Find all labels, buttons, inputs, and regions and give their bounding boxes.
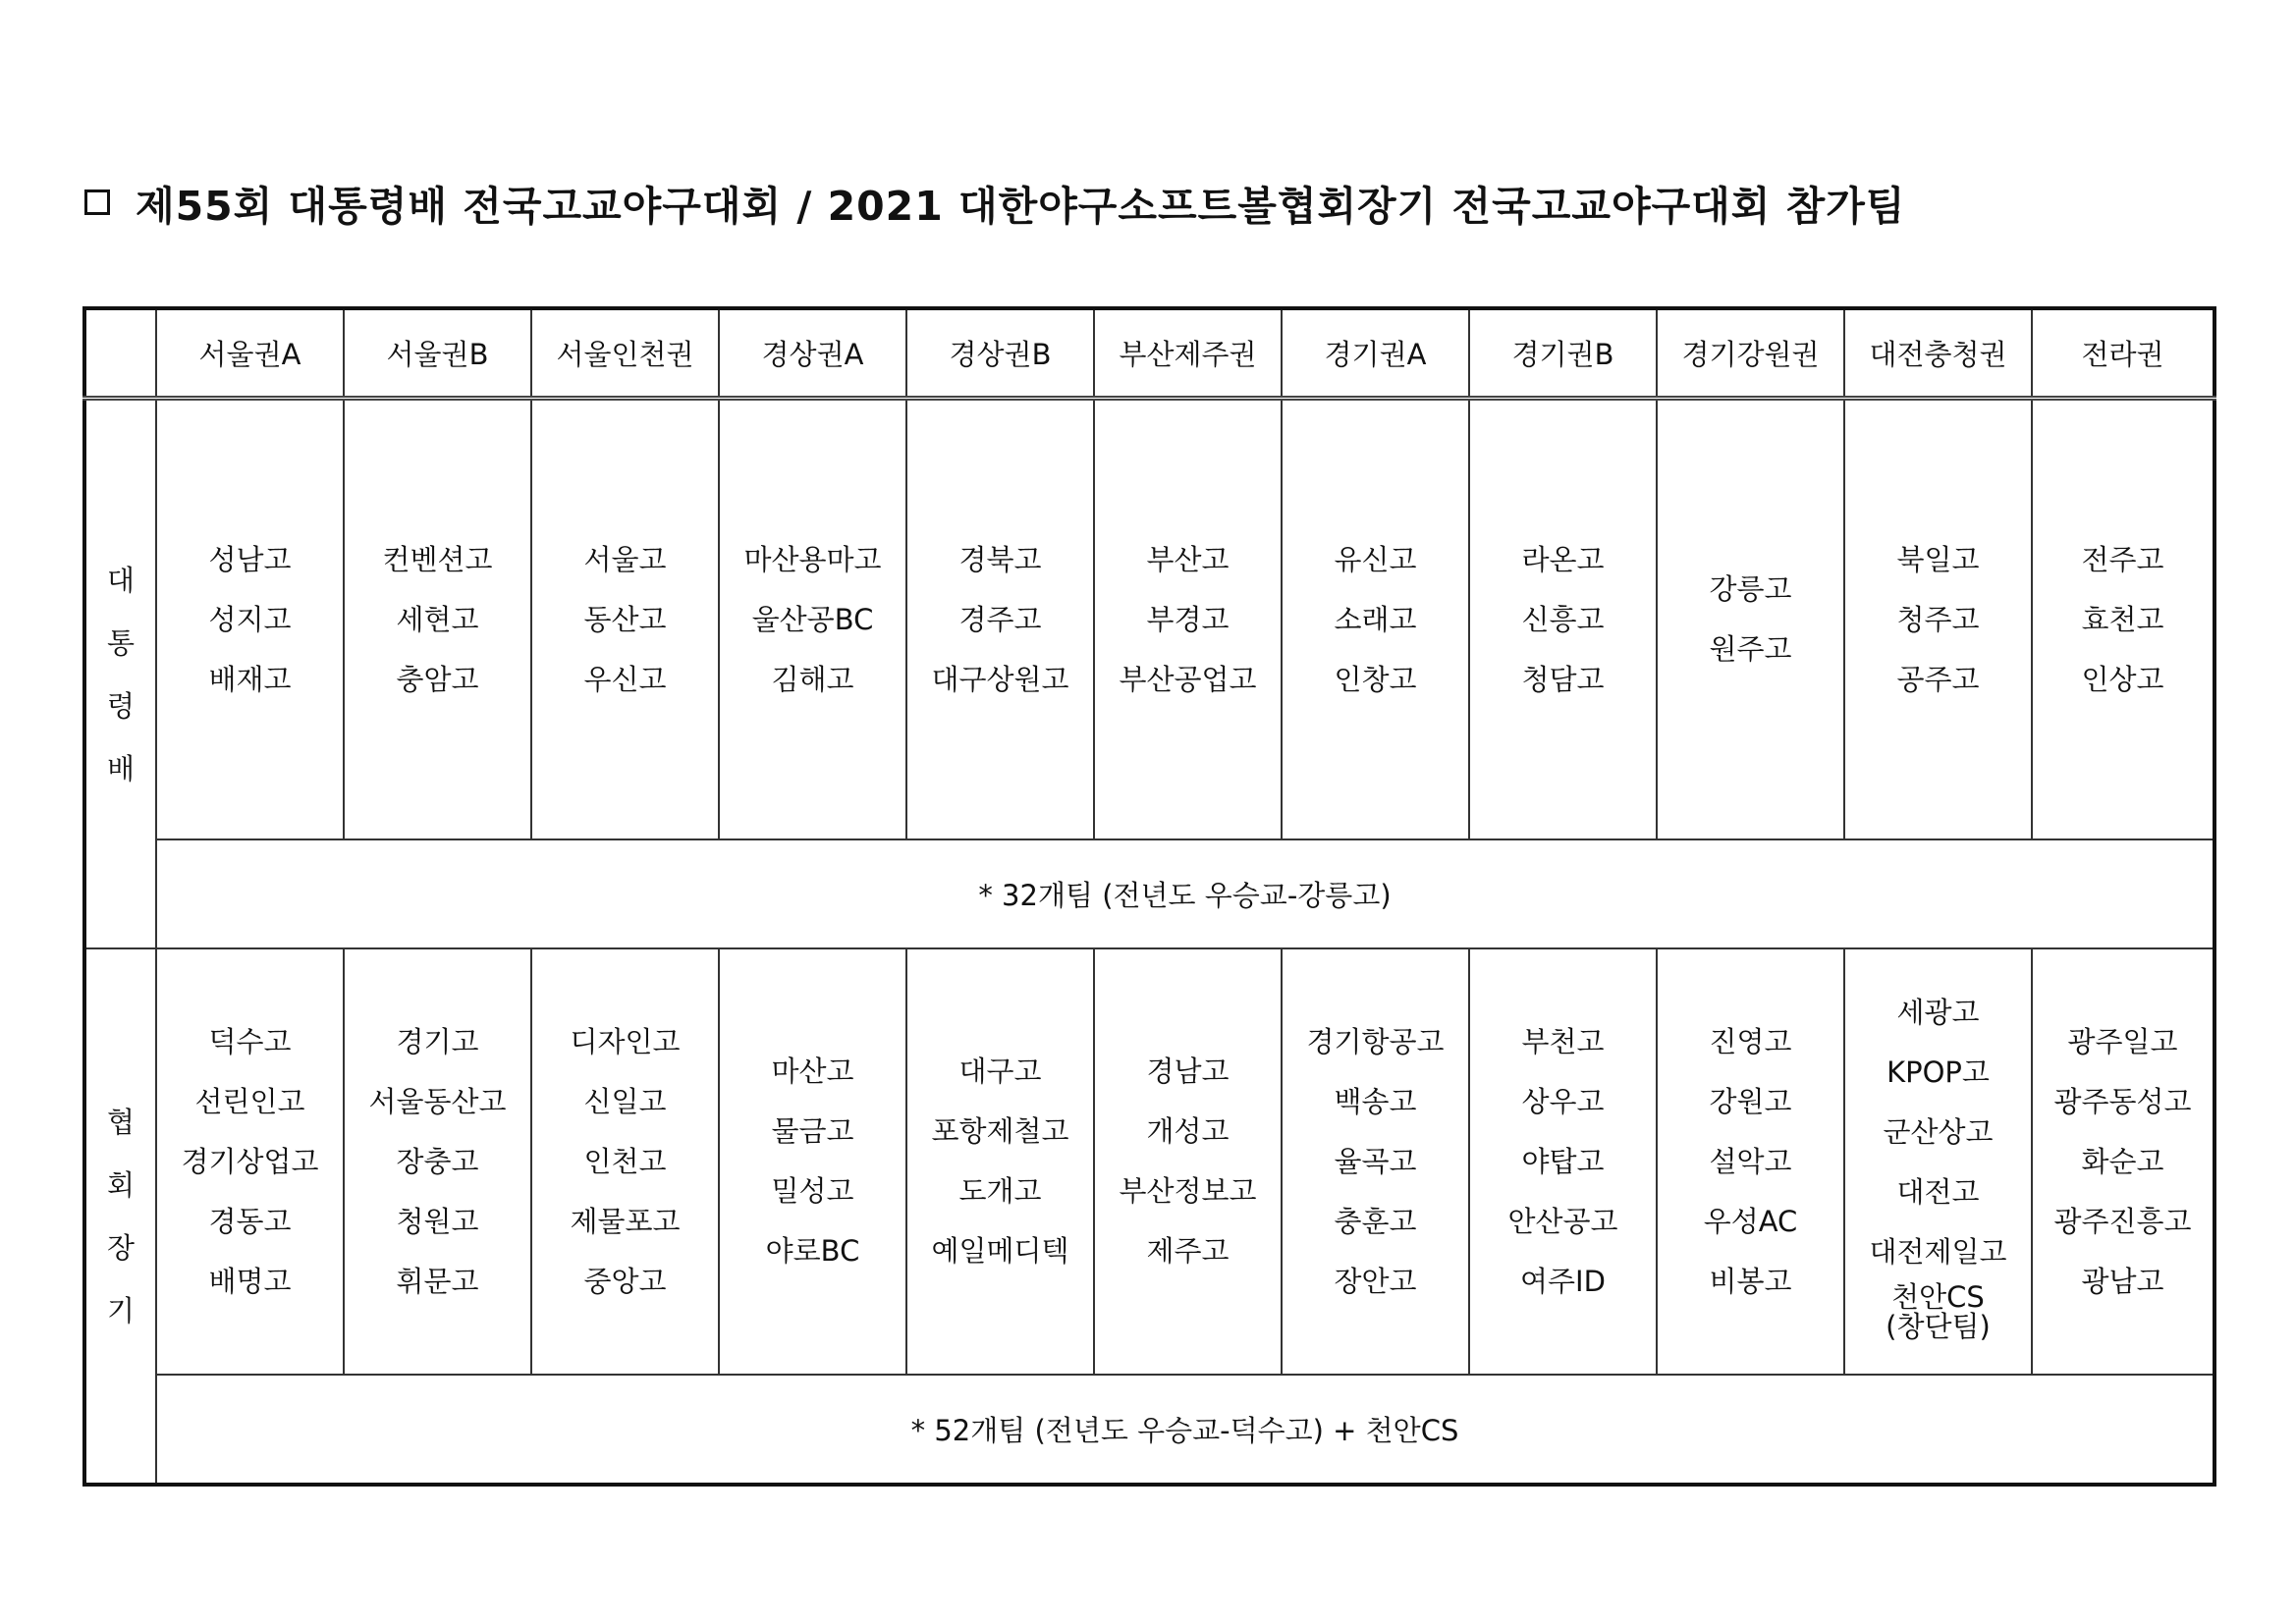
team-name: 인창고 xyxy=(1334,662,1417,696)
team-name: 안산공고 xyxy=(1507,1204,1618,1238)
team-name: 상우고 xyxy=(1521,1084,1605,1118)
team-name: 장안고 xyxy=(1334,1264,1417,1298)
team-name: 컨벤션고 xyxy=(382,542,493,576)
team-name: 김해고 xyxy=(771,662,854,696)
team-name: 율곡고 xyxy=(1334,1144,1417,1178)
team-name: 경기항공고 xyxy=(1306,1024,1445,1058)
region-header: 전라권 xyxy=(2032,308,2214,399)
team-name: 동산고 xyxy=(583,602,667,636)
team-name: 전주고 xyxy=(2081,542,2164,576)
team-name: 진영고 xyxy=(1709,1024,1792,1058)
team-name: 배명고 xyxy=(208,1264,292,1298)
team-name: 경기상업고 xyxy=(181,1144,319,1178)
team-cell xyxy=(531,399,719,840)
team-name: 배재고 xyxy=(208,662,292,696)
presidential-teams-row xyxy=(84,399,2214,840)
team-name: 도개고 xyxy=(958,1174,1042,1208)
region-header: 서울인천권 xyxy=(531,308,719,399)
corner-cell xyxy=(84,308,156,399)
team-name: 효천고 xyxy=(2081,602,2164,636)
team-name: 유신고 xyxy=(1334,542,1417,576)
region-header: 경기권A xyxy=(1282,308,1469,399)
team-name: 충훈고 xyxy=(1334,1204,1417,1238)
team-cell xyxy=(1844,399,2032,840)
region-header: 부산제주권 xyxy=(1094,308,1282,399)
team-name: 청원고 xyxy=(396,1204,479,1238)
team-name: 휘문고 xyxy=(396,1264,479,1298)
team-name: 설악고 xyxy=(1709,1144,1792,1178)
team-name: 포항제철고 xyxy=(931,1114,1069,1148)
team-name: 세현고 xyxy=(396,602,479,636)
team-name: 라온고 xyxy=(1521,542,1605,576)
team-name: 덕수고 xyxy=(208,1024,292,1058)
team-name: 서울고 xyxy=(583,542,667,576)
team-cell xyxy=(531,948,719,1375)
team-cell xyxy=(1844,948,2032,1375)
team-cell xyxy=(2032,948,2214,1375)
team-name: 야로BC xyxy=(765,1234,860,1268)
team-cell xyxy=(344,399,531,840)
team-name: 충암고 xyxy=(396,662,479,696)
region-header: 경기강원권 xyxy=(1657,308,1844,399)
team-name: 밀성고 xyxy=(771,1174,854,1208)
team-name: 경남고 xyxy=(1146,1055,1230,1088)
team-name: 광주동성고 xyxy=(2053,1084,2192,1118)
team-name: 장충고 xyxy=(396,1144,479,1178)
team-name: 성지고 xyxy=(208,602,292,636)
team-name: 디자인고 xyxy=(570,1024,681,1058)
team-name: 부산정보고 xyxy=(1119,1174,1257,1208)
team-cell xyxy=(719,399,906,840)
team-name: 제물포고 xyxy=(570,1204,681,1238)
team-cell xyxy=(1657,399,1844,840)
region-header: 경상권A xyxy=(719,308,906,399)
team-name: 대구고 xyxy=(958,1055,1042,1088)
team-name: 야탑고 xyxy=(1521,1144,1605,1178)
team-name: 예일메디텍 xyxy=(931,1234,1069,1268)
team-name: 화순고 xyxy=(2081,1144,2164,1178)
team-cell xyxy=(1282,948,1469,1375)
team-name: 청담고 xyxy=(1521,662,1605,696)
region-header: 서울권B xyxy=(344,308,531,399)
team-name: 경동고 xyxy=(208,1204,292,1238)
team-name: 비봉고 xyxy=(1709,1264,1792,1298)
team-name: 대구상원고 xyxy=(931,662,1069,696)
team-cell xyxy=(156,948,344,1375)
team-name: 성남고 xyxy=(208,542,292,576)
presidential-note: * 32개팀 (전년도 우승교-강릉고) xyxy=(156,839,2214,948)
region-header: 경기권B xyxy=(1469,308,1657,399)
team-cell xyxy=(1657,948,1844,1375)
teams-table xyxy=(82,306,2216,1487)
team-cell xyxy=(2032,399,2214,840)
team-name: 경기고 xyxy=(396,1024,479,1058)
team-name: 선린인고 xyxy=(194,1084,305,1118)
title-text: 제55회 대통령배 전국고교야구대회 / 2021 대한야구소프트볼협회장기 전국고교야구대회 참가팀 xyxy=(136,182,1906,230)
team-name: 우성AC xyxy=(1703,1204,1798,1238)
team-name: 개성고 xyxy=(1146,1114,1230,1148)
association-note-row xyxy=(84,1375,2214,1485)
team-name: 물금고 xyxy=(771,1114,854,1148)
team-name: 경주고 xyxy=(958,602,1042,636)
team-name: 마산고 xyxy=(771,1055,854,1088)
team-name: 대전고 xyxy=(1896,1174,1980,1209)
team-cell xyxy=(1469,399,1657,840)
header-row xyxy=(84,308,2214,399)
presidential-note-row xyxy=(84,839,2214,948)
team-name: 강릉고 xyxy=(1709,572,1792,606)
team-name: 경북고 xyxy=(958,542,1042,576)
team-name: 청주고 xyxy=(1896,602,1980,636)
region-header: 서울권A xyxy=(156,308,344,399)
team-name: 북일고 xyxy=(1896,542,1980,576)
team-name: 신일고 xyxy=(583,1084,667,1118)
team-name: 광주진흥고 xyxy=(2053,1204,2192,1238)
team-cell xyxy=(1094,948,1282,1375)
association-note: * 52개팀 (전년도 우승교-덕수고) + 천안CS xyxy=(156,1375,2214,1485)
team-name: 부산고 xyxy=(1146,542,1230,576)
team-name: 공주고 xyxy=(1896,662,1980,696)
team-name: 울산공BC xyxy=(751,602,874,636)
team-name: 신흥고 xyxy=(1521,602,1605,636)
association-teams-row xyxy=(84,948,2214,1375)
team-name: 마산용마고 xyxy=(743,542,882,576)
team-name: 군산상고 xyxy=(1883,1114,1994,1149)
team-name: 원주고 xyxy=(1709,632,1792,666)
team-name: 부경고 xyxy=(1146,602,1230,636)
team-name: 인천고 xyxy=(583,1144,667,1178)
team-name: 부천고 xyxy=(1521,1024,1605,1058)
team-cell xyxy=(906,399,1094,840)
region-header: 경상권B xyxy=(906,308,1094,399)
team-name: 중앙고 xyxy=(583,1264,667,1298)
team-cell xyxy=(1282,399,1469,840)
presidential-row-label: 대 통 령 배 xyxy=(84,399,156,949)
checkbox-square-icon xyxy=(84,189,110,215)
team-cell xyxy=(1469,948,1657,1375)
team-cell xyxy=(156,399,344,840)
team-name: 백송고 xyxy=(1334,1084,1417,1118)
team-cell xyxy=(1094,399,1282,840)
team-name: 세광고 xyxy=(1896,995,1980,1029)
team-name: 부산공업고 xyxy=(1119,662,1257,696)
team-name: 천안CS xyxy=(1891,1279,1985,1314)
team-cell xyxy=(344,948,531,1375)
team-name: 광주일고 xyxy=(2067,1024,2178,1058)
region-header: 대전충청권 xyxy=(1844,308,2032,399)
team-name: 서울동산고 xyxy=(368,1084,507,1118)
team-name: 인상고 xyxy=(2081,662,2164,696)
association-row-label: 협 회 장 기 xyxy=(84,948,156,1485)
team-cell xyxy=(719,948,906,1375)
team-name: 대전제일고 xyxy=(1869,1234,2007,1269)
team-name-note: (창단팀) xyxy=(1886,1309,1991,1343)
team-name: 우신고 xyxy=(583,662,667,696)
team-cell xyxy=(906,948,1094,1375)
team-name: 강원고 xyxy=(1709,1084,1792,1118)
team-name: 소래고 xyxy=(1334,602,1417,636)
team-name: KPOP고 xyxy=(1886,1055,1990,1089)
team-name: 제주고 xyxy=(1146,1234,1230,1268)
team-name: 광남고 xyxy=(2081,1264,2164,1298)
page-title xyxy=(84,173,1905,232)
team-name: 여주ID xyxy=(1520,1264,1606,1298)
